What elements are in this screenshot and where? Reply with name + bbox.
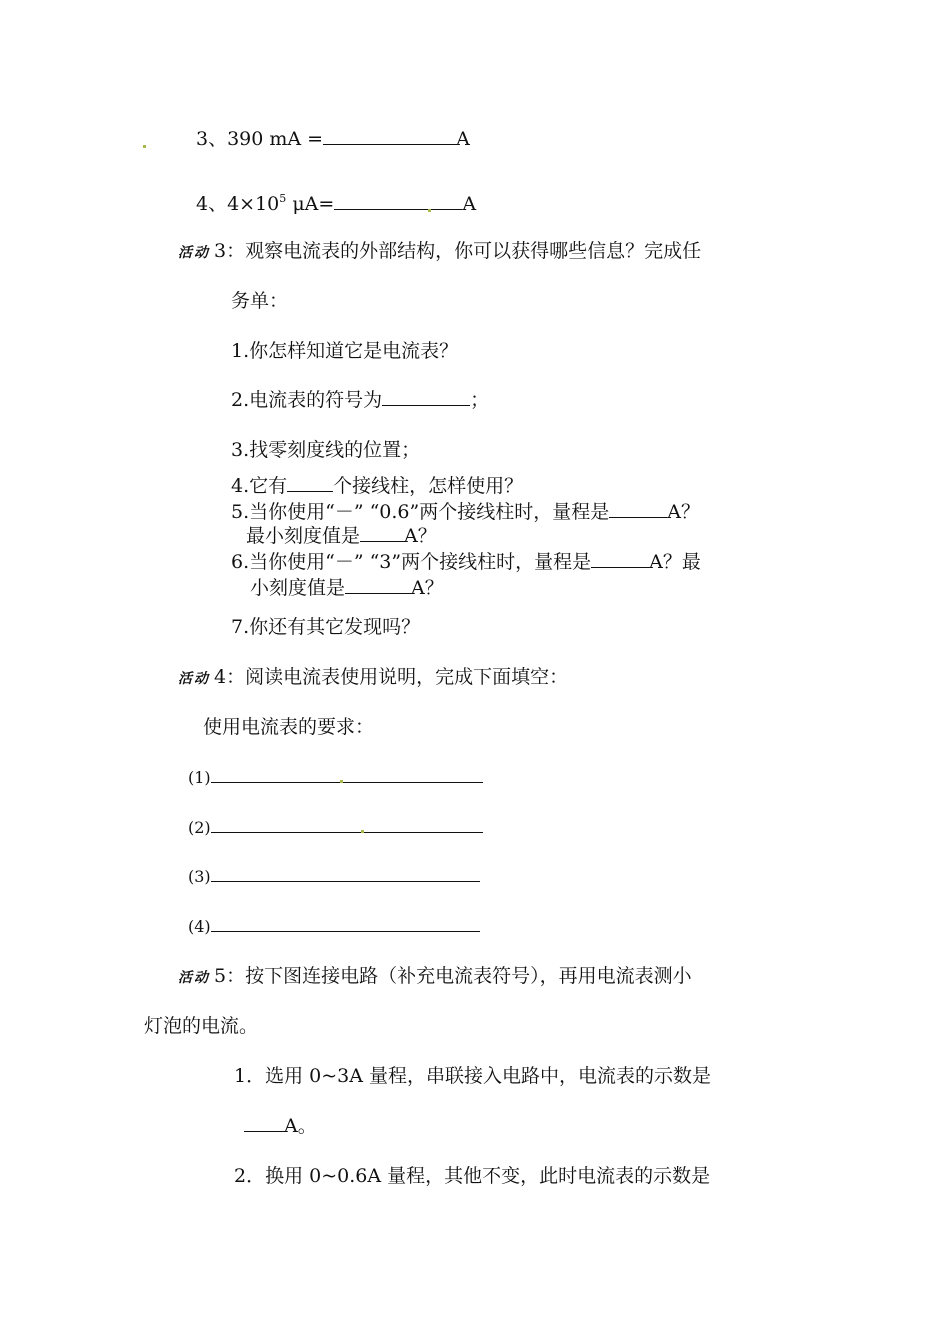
item-5-unit: A？: [667, 501, 700, 523]
q3-answer-blank[interactable]: [323, 126, 456, 145]
q4-prefix: 4、4×10: [196, 193, 280, 215]
activity-3-tag: 活动: [178, 245, 210, 261]
decorative-dot: [361, 830, 364, 833]
step-1-unit: A。: [284, 1115, 317, 1137]
item-6-cont-unit: A？: [411, 577, 444, 599]
activity-3-line2: 务单：: [231, 290, 289, 312]
item-6-unit: A？最: [649, 551, 701, 573]
activity-5-step-1-cont: [244, 1113, 317, 1139]
terminal-count-blank[interactable]: [287, 473, 333, 492]
q4-mid: μA=: [286, 193, 335, 215]
q3-unit: A: [456, 128, 470, 150]
activity-5-heading: [178, 963, 692, 991]
requirement-3-blank[interactable]: [211, 863, 480, 882]
item-2-end: ；: [470, 389, 490, 411]
item-5-text: 5.当你使用“－” “0.6”两个接线柱时，量程是: [231, 501, 610, 523]
symbol-blank[interactable]: [382, 387, 470, 406]
q3-prefix: 3、390 mA =: [196, 128, 324, 150]
activity-4-heading: [178, 664, 568, 692]
item-6-cont-text: 小刻度值是: [250, 577, 346, 599]
activity-3-item-4: [231, 473, 523, 499]
requirement-3-label: (3): [188, 867, 211, 886]
activity-3-item-7: 7.你还有其它发现吗？: [231, 616, 421, 638]
item-5-cont-text: 最小刻度值是: [246, 525, 361, 547]
requirement-1-blank[interactable]: [211, 764, 483, 783]
activity-3-text: 3：观察电流表的外部结构，你可以获得哪些信息？完成任: [214, 240, 702, 262]
decorative-dot: [428, 209, 431, 212]
requirement-4-label: (4): [188, 917, 211, 936]
activity-3-item-3: 3.找零刻度线的位置；: [231, 439, 421, 461]
min-scale-0-6-blank[interactable]: [360, 523, 404, 542]
activity-3-item-1: 1.你怎样知道它是电流表？: [231, 340, 459, 362]
reading-3a-blank[interactable]: [244, 1113, 284, 1132]
decorative-dot: [143, 145, 146, 148]
q4-exponent: 5: [279, 192, 287, 205]
activity-5-step-1: 1．选用 0~3A 量程，串联接入电路中，电流表的示数是: [234, 1065, 711, 1087]
activity-3-item-2: [231, 387, 489, 413]
item-4-text: 4.它有: [231, 475, 288, 497]
requirement-3: [188, 863, 480, 890]
requirement-2-label: (2): [188, 818, 211, 837]
requirements-heading: 使用电流表的要求：: [203, 716, 375, 738]
activity-4-text: 4：阅读电流表使用说明，完成下面填空：: [214, 666, 569, 688]
activity-3-heading: [178, 238, 701, 266]
activity-5-step-2: 2．换用 0~0.6A 量程，其他不变，此时电流表的示数是: [234, 1165, 711, 1187]
q4-unit: A: [462, 193, 477, 215]
activity-3-item-6-cont: [250, 575, 444, 601]
activity-3-item-5: [231, 499, 700, 525]
requirement-4: [188, 913, 480, 940]
activity-4-tag: 活动: [178, 671, 210, 687]
requirement-2: [188, 814, 483, 841]
requirement-1: [188, 764, 483, 791]
item-4-end: 个接线柱，怎样使用？: [333, 475, 524, 497]
range-3-blank[interactable]: [591, 549, 649, 568]
requirement-1-label: (1): [188, 768, 211, 787]
min-scale-3-blank[interactable]: [345, 575, 411, 594]
item-6-text: 6.当你使用“－” “3”两个接线柱时，量程是: [231, 551, 592, 573]
q4-answer-blank[interactable]: [334, 191, 462, 210]
item-5-cont-unit: A？: [404, 525, 437, 547]
question-4: [196, 186, 476, 217]
item-2-text: 2.电流表的符号为: [231, 389, 383, 411]
requirement-4-blank[interactable]: [211, 913, 480, 932]
requirement-2-blank[interactable]: [211, 814, 483, 833]
question-3: [196, 126, 470, 152]
activity-5-text: 5：按下图连接电路（补充电流表符号），再用电流表测小: [214, 965, 692, 987]
range-0-6-blank[interactable]: [609, 499, 667, 518]
activity-5-line2: 灯泡的电流。: [144, 1015, 259, 1037]
activity-3-item-5-cont: [246, 523, 437, 549]
activity-5-tag: 活动: [178, 970, 210, 986]
activity-3-item-6: [231, 549, 701, 575]
decorative-dot: [340, 780, 343, 783]
